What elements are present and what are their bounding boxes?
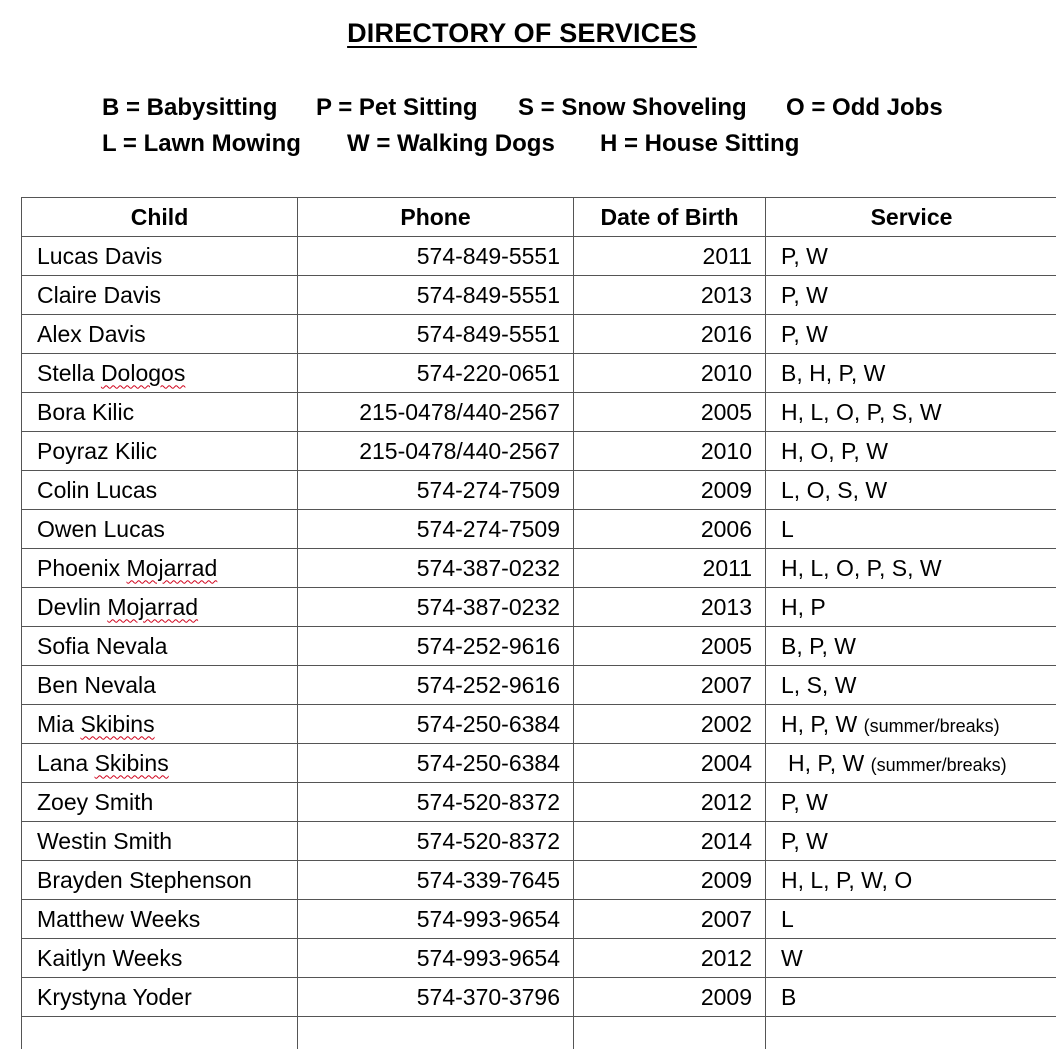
dob-cell: 2005 xyxy=(574,393,766,432)
table-row xyxy=(22,393,1056,432)
service-codes: B xyxy=(781,983,797,1010)
phone-cell: 215-0478/440-2567 xyxy=(298,393,574,432)
service-cell xyxy=(766,705,1056,744)
phone-cell: 574-387-0232 xyxy=(298,549,574,588)
first-name: Sofia xyxy=(37,632,90,659)
service-cell xyxy=(766,861,1056,900)
first-name: Lucas xyxy=(37,242,99,269)
service-codes: H, L, O, P, S, W xyxy=(781,398,942,425)
child-name xyxy=(22,237,298,276)
service-codes: P, W xyxy=(781,281,828,308)
table-header-row xyxy=(22,198,1056,237)
first-name: Bora xyxy=(37,398,86,425)
child-name xyxy=(22,744,298,783)
first-name: Lana xyxy=(37,749,89,776)
first-name: Devlin xyxy=(37,593,101,620)
header-service: Service xyxy=(766,198,1056,237)
first-name: Ben xyxy=(37,671,78,698)
service-codes: H, L, P, W, O xyxy=(781,866,913,893)
dob-cell: 2010 xyxy=(574,432,766,471)
phone-cell: 574-274-7509 xyxy=(298,471,574,510)
service-cell xyxy=(766,393,1056,432)
table-row xyxy=(22,432,1056,471)
last-name: Skibins xyxy=(80,710,155,737)
phone-cell: 574-250-6384 xyxy=(298,705,574,744)
first-name: Alex xyxy=(37,320,82,347)
service-codes: H, O, P, W xyxy=(781,437,888,464)
dob-cell: 2002 xyxy=(574,705,766,744)
header-date-of-birth: Date of Birth xyxy=(574,198,766,237)
service-codes: H, L, O, P, S, W xyxy=(781,554,942,581)
legend-babysitting: B = Babysitting xyxy=(102,94,278,121)
empty-cell xyxy=(22,1017,298,1049)
service-codes: L xyxy=(781,515,794,542)
child-name xyxy=(22,861,298,900)
child-name xyxy=(22,588,298,627)
service-codes: H, P, W xyxy=(781,710,858,737)
phone-cell: 574-339-7645 xyxy=(298,861,574,900)
legend-odd-jobs: O = Odd Jobs xyxy=(786,94,943,121)
last-name: Dologos xyxy=(100,359,186,386)
last-name: Stephenson xyxy=(129,866,252,893)
dob-cell: 2012 xyxy=(574,783,766,822)
table-row xyxy=(22,627,1056,666)
table-row xyxy=(22,588,1056,627)
service-codes: P, W xyxy=(781,320,828,347)
empty-table-row xyxy=(22,1017,1056,1049)
dob-cell: 2013 xyxy=(574,276,766,315)
child-name xyxy=(22,939,298,978)
service-codes: H, P, W xyxy=(788,749,865,776)
child-name xyxy=(22,510,298,549)
legend-pet-sitting: P = Pet Sitting xyxy=(316,94,478,121)
first-name: Krystyna xyxy=(37,983,127,1010)
service-cell xyxy=(766,510,1056,549)
dob-cell: 2004 xyxy=(574,744,766,783)
dob-cell: 2010 xyxy=(574,354,766,393)
legend-walking-dogs: W = Walking Dogs xyxy=(347,130,555,157)
first-name: Poyraz xyxy=(37,437,109,464)
child-name xyxy=(22,666,298,705)
service-cell xyxy=(766,549,1056,588)
table-row xyxy=(22,276,1056,315)
child-name xyxy=(22,627,298,666)
table-row xyxy=(22,510,1056,549)
header-child: Child xyxy=(22,198,298,237)
last-name: Smith xyxy=(113,827,173,854)
last-name: Lucas xyxy=(103,515,165,542)
dob-cell: 2007 xyxy=(574,666,766,705)
empty-cell xyxy=(574,1017,766,1049)
legend-house-sitting: H = House Sitting xyxy=(600,130,800,157)
child-name xyxy=(22,471,298,510)
header-phone: Phone xyxy=(298,198,574,237)
first-name: Kaitlyn xyxy=(37,944,107,971)
dob-cell: 2009 xyxy=(574,861,766,900)
dob-cell: 2012 xyxy=(574,939,766,978)
phone-cell: 574-849-5551 xyxy=(298,315,574,354)
service-cell xyxy=(766,978,1056,1017)
table-row xyxy=(22,354,1056,393)
phone-cell: 574-387-0232 xyxy=(298,588,574,627)
dob-cell: 2009 xyxy=(574,471,766,510)
table-row xyxy=(22,978,1056,1017)
last-name: Kilic xyxy=(91,398,135,425)
service-note: (summer/breaks) xyxy=(870,754,1007,775)
table-row xyxy=(22,705,1056,744)
dob-cell: 2011 xyxy=(574,549,766,588)
table-row xyxy=(22,822,1056,861)
table-row xyxy=(22,744,1056,783)
service-cell xyxy=(766,666,1056,705)
phone-cell: 574-520-8372 xyxy=(298,822,574,861)
dob-cell: 2013 xyxy=(574,588,766,627)
service-cell xyxy=(766,588,1056,627)
empty-cell xyxy=(766,1017,1056,1049)
last-name: Nevala xyxy=(95,632,168,659)
service-cell xyxy=(766,471,1056,510)
child-name xyxy=(22,822,298,861)
last-name: Weeks xyxy=(112,944,183,971)
phone-cell: 574-993-9654 xyxy=(298,900,574,939)
phone-cell: 215-0478/440-2567 xyxy=(298,432,574,471)
child-name xyxy=(22,432,298,471)
service-codes: B, H, P, W xyxy=(781,359,886,386)
service-note: (summer/breaks) xyxy=(863,715,1000,736)
first-name: Matthew xyxy=(37,905,124,932)
service-cell xyxy=(766,354,1056,393)
first-name: Mia xyxy=(37,710,75,737)
service-codes: P, W xyxy=(781,788,828,815)
child-name xyxy=(22,315,298,354)
last-name: Kilic xyxy=(114,437,158,464)
service-cell xyxy=(766,939,1056,978)
last-name: Yoder xyxy=(132,983,192,1010)
first-name: Zoey xyxy=(37,788,89,815)
table-row xyxy=(22,900,1056,939)
dob-cell: 2011 xyxy=(574,237,766,276)
first-name: Brayden xyxy=(37,866,123,893)
table-row xyxy=(22,783,1056,822)
phone-cell: 574-252-9616 xyxy=(298,666,574,705)
first-name: Colin xyxy=(37,476,90,503)
service-cell xyxy=(766,744,1056,783)
child-name xyxy=(22,705,298,744)
last-name: Lucas xyxy=(95,476,158,503)
table-row xyxy=(22,666,1056,705)
last-name: Mojarrad xyxy=(126,554,218,581)
phone-cell: 574-849-5551 xyxy=(298,276,574,315)
service-codes: L, S, W xyxy=(781,671,857,698)
last-name: Mojarrad xyxy=(107,593,199,620)
service-cell xyxy=(766,432,1056,471)
dob-cell: 2007 xyxy=(574,900,766,939)
phone-cell: 574-274-7509 xyxy=(298,510,574,549)
child-name xyxy=(22,783,298,822)
table-row xyxy=(22,237,1056,276)
dob-cell: 2005 xyxy=(574,627,766,666)
empty-cell xyxy=(298,1017,574,1049)
last-name: Weeks xyxy=(130,905,201,932)
last-name: Smith xyxy=(94,788,154,815)
services-table-container xyxy=(21,197,1056,1049)
table-row xyxy=(22,471,1056,510)
first-name: Owen xyxy=(37,515,98,542)
phone-cell: 574-252-9616 xyxy=(298,627,574,666)
child-name xyxy=(22,354,298,393)
last-name: Skibins xyxy=(94,749,169,776)
service-codes: L xyxy=(781,905,794,932)
service-codes: H, P xyxy=(781,593,826,620)
table-body xyxy=(22,237,1056,1049)
child-name xyxy=(22,393,298,432)
phone-cell: 574-220-0651 xyxy=(298,354,574,393)
service-codes: P, W xyxy=(781,827,828,854)
service-cell xyxy=(766,822,1056,861)
table-row xyxy=(22,315,1056,354)
last-name: Davis xyxy=(88,320,146,347)
service-cell xyxy=(766,276,1056,315)
service-cell xyxy=(766,315,1056,354)
last-name: Davis xyxy=(103,281,161,308)
first-name: Phoenix xyxy=(37,554,121,581)
first-name: Stella xyxy=(37,359,95,386)
phone-cell: 574-849-5551 xyxy=(298,237,574,276)
first-name: Westin xyxy=(37,827,107,854)
dob-cell: 2009 xyxy=(574,978,766,1017)
dob-cell: 2006 xyxy=(574,510,766,549)
phone-cell: 574-250-6384 xyxy=(298,744,574,783)
service-codes: W xyxy=(781,944,803,971)
last-name: Nevala xyxy=(84,671,156,698)
services-table xyxy=(21,197,1056,1049)
service-cell xyxy=(766,237,1056,276)
table-row xyxy=(22,861,1056,900)
phone-cell: 574-993-9654 xyxy=(298,939,574,978)
service-codes: P, W xyxy=(781,242,828,269)
legend-snow-shoveling: S = Snow Shoveling xyxy=(518,94,747,121)
child-name xyxy=(22,978,298,1017)
table-row xyxy=(22,549,1056,588)
child-name xyxy=(22,900,298,939)
first-name: Claire xyxy=(37,281,98,308)
service-cell xyxy=(766,900,1056,939)
dob-cell: 2014 xyxy=(574,822,766,861)
table-row xyxy=(22,939,1056,978)
child-name xyxy=(22,549,298,588)
legend-lawn-mowing: L = Lawn Mowing xyxy=(102,130,301,157)
document-title: DIRECTORY OF SERVICES xyxy=(347,18,697,48)
service-cell xyxy=(766,783,1056,822)
last-name: Davis xyxy=(104,242,163,269)
service-codes: L, O, S, W xyxy=(781,476,888,503)
phone-cell: 574-370-3796 xyxy=(298,978,574,1017)
service-cell xyxy=(766,627,1056,666)
child-name xyxy=(22,276,298,315)
dob-cell: 2016 xyxy=(574,315,766,354)
phone-cell: 574-520-8372 xyxy=(298,783,574,822)
service-codes: B, P, W xyxy=(781,632,856,659)
